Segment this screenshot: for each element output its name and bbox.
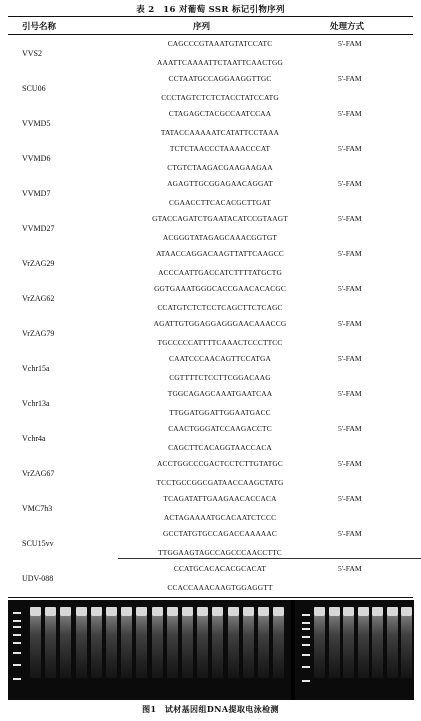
reverse-primer: TCCTGCCGGCGATAACCAAGCTATG (156, 478, 284, 487)
treatment-label: 5'-FAM (338, 109, 362, 118)
marker-name: VVS2 (22, 49, 43, 58)
forward-primer: CAATCCCAACAGTTCCATGA (169, 354, 271, 363)
sample-lane (60, 616, 71, 678)
treatment-label: 5'-FAM (338, 424, 362, 433)
ladder-band (13, 612, 21, 614)
sample-lane (387, 616, 398, 678)
treatment-label: 5'-FAM (338, 354, 362, 363)
reverse-primer: CGTTTTCTCCTTCGGACAAG (169, 373, 271, 382)
sample-well (273, 607, 284, 616)
sample-lane (167, 616, 178, 678)
table-row (8, 422, 413, 457)
reverse-primer: ACTAGAAAATGCACAATCTCCC (163, 513, 277, 522)
ladder-band (13, 652, 21, 654)
marker-name: VVMD5 (22, 119, 51, 128)
forward-primer: CTAGAGCTACGCCAATCCAA (168, 109, 272, 118)
reverse-primer: CCACCAAACAAGTGGAGGTT (167, 583, 273, 592)
sample-well (91, 607, 102, 616)
marker-name: VVMD6 (22, 154, 51, 163)
ladder-band (13, 678, 21, 680)
treatment-label: 5'-FAM (338, 214, 362, 223)
sample-lane (91, 616, 102, 678)
forward-primer: CAGCCCGTAAATGTATCCATC (167, 39, 273, 48)
table-header-rule (8, 34, 413, 35)
sample-well (243, 607, 254, 616)
forward-primer: GCCTATGTGCCAGACCAAAAAC (163, 529, 277, 538)
treatment-label: 5'-FAM (338, 144, 362, 153)
marker-name: Vchr4a (22, 434, 46, 443)
ladder-band (13, 626, 21, 628)
row-divider (118, 558, 421, 559)
ladder-band (13, 664, 21, 666)
sample-well (228, 607, 239, 616)
treatment-label: 5'-FAM (338, 459, 362, 468)
table-row (8, 212, 413, 247)
forward-primer: AGATTGTGGAGGAGGGAACAAACCG (153, 319, 287, 328)
table-row (8, 317, 413, 352)
marker-name: VrZAG62 (22, 294, 55, 303)
reverse-primer: ACGGGTATAGAGCAAACGGTGT (162, 233, 278, 242)
sample-lane (273, 616, 284, 678)
ladder-band (302, 636, 310, 638)
sample-well (45, 607, 56, 616)
forward-primer: ATAACCAGGACAAGTTATTCAAGCC (156, 249, 284, 258)
forward-primer: ACCTGGCCCGACTCCTCTTGTATGC (157, 459, 283, 468)
forward-primer: GGTGAAATGGGCACCGAACACACGC (154, 284, 286, 293)
header-sequence: 序列 (193, 22, 211, 32)
sample-lane (212, 616, 223, 678)
ladder-band (13, 620, 21, 622)
sample-well (387, 607, 398, 616)
sample-lane (152, 616, 163, 678)
table-row (8, 247, 413, 282)
sample-well (401, 607, 412, 616)
sample-lane (182, 616, 193, 678)
treatment-label: 5'-FAM (338, 564, 362, 573)
table-row (8, 37, 413, 72)
forward-primer: CCTAATGCCAGGAAGGTTGC (168, 74, 272, 83)
ladder-band (302, 654, 310, 656)
ladder-band (13, 634, 21, 636)
sample-lane (314, 616, 325, 678)
sample-well (258, 607, 269, 616)
sample-well (60, 607, 71, 616)
table-row (8, 107, 413, 142)
sample-lane (121, 616, 132, 678)
treatment-label: 5'-FAM (338, 39, 362, 48)
marker-name: VMC7h3 (22, 504, 53, 513)
table-row (8, 352, 413, 387)
gel-divider (291, 600, 295, 700)
table-row (8, 177, 413, 212)
forward-primer: GTACCAGATCTGAATACATCCGTAAGT (152, 214, 288, 223)
marker-name: Vchr13a (22, 399, 50, 408)
reverse-primer: TGCCCCCATTTTCAAACTCCCTTCC (157, 338, 283, 347)
sample-well (343, 607, 354, 616)
sample-well (212, 607, 223, 616)
sample-lane (401, 616, 412, 678)
marker-name: Vchr15a (22, 364, 50, 373)
sample-lane (329, 616, 340, 678)
table-row (8, 282, 413, 317)
reverse-primer: CCCTAGTCTCTCTACCTATCCATG (161, 93, 279, 102)
treatment-label: 5'-FAM (338, 494, 362, 503)
sample-lane (76, 616, 87, 678)
table-row (8, 72, 413, 107)
table-row (8, 142, 413, 177)
table-row (8, 457, 413, 492)
table-top-rule (8, 16, 413, 17)
forward-primer: TCAGATATTGAAGAACACCACA (163, 494, 277, 503)
sample-lane (358, 616, 369, 678)
header-treatment: 处理方式 (330, 22, 365, 32)
sample-lane (343, 616, 354, 678)
marker-name: VVMD27 (22, 224, 55, 233)
ladder-band (302, 666, 310, 668)
sample-lane (372, 616, 383, 678)
table-caption: 表 2 16 对葡萄 SSR 标记引物序列 (136, 5, 285, 15)
sample-lane (197, 616, 208, 678)
treatment-label: 5'-FAM (338, 284, 362, 293)
ladder-band (302, 614, 310, 616)
marker-name: VVMD7 (22, 189, 51, 198)
sample-well (372, 607, 383, 616)
marker-name: VrZAG29 (22, 259, 55, 268)
header-marker-name: 引号名称 (22, 22, 57, 32)
forward-primer: CCATGCACACACGCACAT (173, 564, 267, 573)
forward-primer: CAACTGGGATCCAAGACCTC (168, 424, 272, 433)
table-bottom-rule (8, 597, 413, 598)
reverse-primer: AAATTCAAAATTCTAATTCAACTGG (157, 58, 283, 67)
sample-well (182, 607, 193, 616)
gel-electrophoresis-image (8, 600, 414, 700)
reverse-primer: CCATGTCTCTCCTCAGCTTCTCAGC (157, 303, 283, 312)
reverse-primer: CGAACCTTCACACGCTTGAT (169, 198, 271, 207)
marker-name: UDV-088 (22, 574, 54, 583)
table-row (8, 387, 413, 422)
sample-well (358, 607, 369, 616)
sample-well (30, 607, 41, 616)
forward-primer: TCTCTAACCCTAAAACCCAT (169, 144, 271, 153)
sample-lane (228, 616, 239, 678)
ladder-band (13, 642, 21, 644)
sample-lane (30, 616, 41, 678)
ladder-band (302, 628, 310, 630)
table-row (8, 492, 413, 527)
sample-well (314, 607, 325, 616)
sample-well (136, 607, 147, 616)
reverse-primer: TTGGATGGATTGGAATGACC (169, 408, 271, 417)
sample-well (106, 607, 117, 616)
sample-lane (106, 616, 117, 678)
sample-well (76, 607, 87, 616)
marker-name: SCU06 (22, 84, 46, 93)
sample-lane (45, 616, 56, 678)
marker-name: VrZAG67 (22, 469, 55, 478)
table-row (8, 562, 413, 597)
treatment-label: 5'-FAM (338, 529, 362, 538)
forward-primer: TGGCAGAGCAAATGAATCAA (167, 389, 273, 398)
sample-well (152, 607, 163, 616)
ladder-band (302, 622, 310, 624)
treatment-label: 5'-FAM (338, 74, 362, 83)
treatment-label: 5'-FAM (338, 249, 362, 258)
treatment-label: 5'-FAM (338, 319, 362, 328)
forward-primer: AGAGTTGCGGAGAACAGGAT (167, 179, 273, 188)
marker-name: SCU15vv (22, 539, 54, 548)
reverse-primer: TATACCAAAAATCATATTCCTAAA (160, 128, 280, 137)
ladder-band (302, 680, 310, 682)
ladder-band (302, 644, 310, 646)
table-row (8, 527, 413, 562)
reverse-primer: TTGGAAGTAGCCAGCCCAACCTTC (158, 548, 282, 557)
treatment-label: 5'-FAM (338, 179, 362, 188)
sample-lane (136, 616, 147, 678)
sample-lane (258, 616, 269, 678)
sample-well (197, 607, 208, 616)
sample-lane (243, 616, 254, 678)
sample-well (121, 607, 132, 616)
reverse-primer: CAGCTTCACAGGTAACCACA (168, 443, 272, 452)
sample-well (329, 607, 340, 616)
reverse-primer: ACCCAATTGACCATCTTTTATGCTG (158, 268, 282, 277)
reverse-primer: CTGTCTAAGACGAAGAAGAA (167, 163, 273, 172)
sample-well (167, 607, 178, 616)
marker-name: VrZAG79 (22, 329, 55, 338)
treatment-label: 5'-FAM (338, 389, 362, 398)
figure-caption: 图1 试材基因组DNA提取电泳检测 (142, 704, 279, 714)
